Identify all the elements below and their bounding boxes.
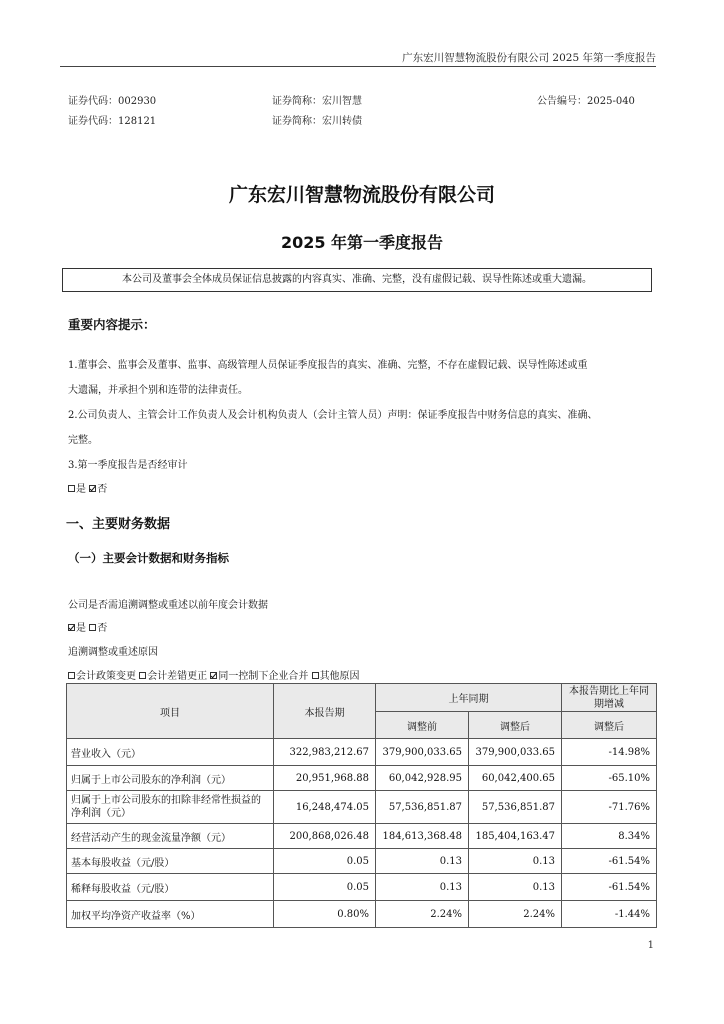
row-after: 379,900,033.65 <box>469 739 562 766</box>
row-change: -61.54% <box>562 874 657 901</box>
other-reason-label: 其他原因 <box>319 671 360 682</box>
sub-change-header: 调整后 <box>562 712 657 739</box>
note-1-line-1: 1.董事会、监事会及董事、监事、高级管理人员保证季度报告的真实、准确、完整，不存在虚假记载、误导性陈述或重 <box>68 360 588 371</box>
row-after: 2.24% <box>469 901 562 928</box>
policy-change-label: 会计政策变更 <box>76 671 136 682</box>
table-row <box>67 791 657 824</box>
row-before: 0.13 <box>376 849 469 874</box>
row-after: 60,042,400.65 <box>469 766 562 791</box>
row-before: 60,042,928.95 <box>376 766 469 791</box>
policy-change-checkbox[interactable] <box>68 672 75 679</box>
row-after: 185,404,163.47 <box>469 824 562 849</box>
col-change-header: 本报告期比上年同期增减 <box>562 684 657 712</box>
section-heading: 一、主要财务数据 <box>66 517 171 532</box>
table-row <box>67 901 657 928</box>
board-statement: 本公司及董事会全体成员保证信息披露的内容真实、准确、完整，没有虚假记载、误导性陈述或重大遗漏。 <box>122 274 592 285</box>
financial-data-table <box>66 683 657 928</box>
key-notes-heading: 重要内容提示： <box>68 317 156 332</box>
row-item: 稀释每股收益（元/股） <box>67 874 274 901</box>
stock-abbr-2: 证券简称：宏川转债 <box>272 116 362 127</box>
common-control-merger-label: 同一控制下企业合并 <box>218 671 309 682</box>
restate-yes-label: 是 <box>76 623 86 634</box>
restate-no-checkbox[interactable] <box>89 624 96 631</box>
restate-no-label: 否 <box>97 623 108 634</box>
company-name: 广东宏川智慧物流股份有限公司 <box>228 184 495 206</box>
announcement-number: 公告编号：2025-040 <box>537 96 635 107</box>
other-reason-checkbox[interactable] <box>312 672 319 679</box>
row-change: 8.34% <box>562 824 657 849</box>
table-row <box>67 874 657 901</box>
running-header: 广东宏川智慧物流股份有限公司 2025 年第一季度报告 <box>402 52 656 64</box>
row-change: -71.76% <box>562 791 657 824</box>
row-current: 200,868,026.48 <box>274 824 376 849</box>
col-current-header: 本报告期 <box>274 684 376 739</box>
audit-yes-checkbox[interactable] <box>68 485 75 492</box>
row-before: 2.24% <box>376 901 469 928</box>
table-row <box>67 739 657 766</box>
restate-reason-label: 追溯调整或重述原因 <box>68 647 158 658</box>
header-rule <box>60 66 656 67</box>
note-1-line-2: 大遗漏，并承担个别和连带的法律责任。 <box>68 385 248 396</box>
row-current: 0.05 <box>274 874 376 901</box>
row-current: 0.80% <box>274 901 376 928</box>
row-item: 营业收入（元） <box>67 739 274 766</box>
col-item-header: 项目 <box>67 684 274 739</box>
row-current: 16,248,474.05 <box>274 791 376 824</box>
audit-options <box>68 480 107 495</box>
error-correction-checkbox[interactable] <box>139 672 146 679</box>
row-change: -65.10% <box>562 766 657 791</box>
row-before: 184,613,368.48 <box>376 824 469 849</box>
board-statement-box <box>62 268 652 292</box>
stock-code-2: 证券代码：128121 <box>68 116 157 127</box>
row-after: 57,536,851.87 <box>469 791 562 824</box>
audit-no-checkbox[interactable] <box>89 485 96 492</box>
row-item: 归属于上市公司股东的扣除非经常性损益的净利润（元） <box>67 791 274 824</box>
stock-code-1: 证券代码：002930 <box>68 96 157 107</box>
sub-before-header: 调整前 <box>376 712 469 739</box>
row-before: 57,536,851.87 <box>376 791 469 824</box>
common-control-merger-checkbox[interactable] <box>210 672 217 679</box>
restate-yes-checkbox[interactable] <box>68 624 75 631</box>
row-item: 基本每股收益（元/股） <box>67 849 274 874</box>
col-prior-header: 上年同期 <box>376 684 562 712</box>
table-row <box>67 849 657 874</box>
audit-yes-label: 是 <box>76 484 86 495</box>
restate-options <box>68 619 107 634</box>
note-2-line-2: 完整。 <box>68 435 98 446</box>
row-after: 0.13 <box>469 849 562 874</box>
row-item: 经营活动产生的现金流量净额（元） <box>67 824 274 849</box>
row-change: -14.98% <box>562 739 657 766</box>
error-correction-label: 会计差错更正 <box>147 671 208 682</box>
restate-question: 公司是否需追溯调整或重述以前年度会计数据 <box>68 600 268 611</box>
note-2-line-1: 2.公司负责人、主管会计工作负责人及会计机构负责人（会计主管人员）声明：保证季度报告中财务信息的真实、准确、 <box>68 410 598 421</box>
row-item: 加权平均净资产收益率（%） <box>67 901 274 928</box>
stock-abbr-1: 证券简称：宏川智慧 <box>272 96 362 107</box>
page-number: 1 <box>647 940 654 951</box>
report-title: 2025 年第一季度报告 <box>280 233 444 252</box>
row-current: 0.05 <box>274 849 376 874</box>
note-3: 3.第一季度报告是否经审计 <box>68 460 188 471</box>
row-before: 0.13 <box>376 874 469 901</box>
row-before: 379,900,033.65 <box>376 739 469 766</box>
table-row <box>67 766 657 791</box>
audit-no-label: 否 <box>97 484 108 495</box>
row-item: 归属于上市公司股东的净利润（元） <box>67 766 274 791</box>
row-change: -61.54% <box>562 849 657 874</box>
restate-reason-options <box>68 667 360 682</box>
row-current: 322,983,212.67 <box>274 739 376 766</box>
row-change: -1.44% <box>562 901 657 928</box>
subsection-heading: （一）主要会计数据和财务指标 <box>68 551 229 565</box>
sub-after-header: 调整后 <box>469 712 562 739</box>
row-after: 0.13 <box>469 874 562 901</box>
row-current: 20,951,968.88 <box>274 766 376 791</box>
table-row <box>67 824 657 849</box>
